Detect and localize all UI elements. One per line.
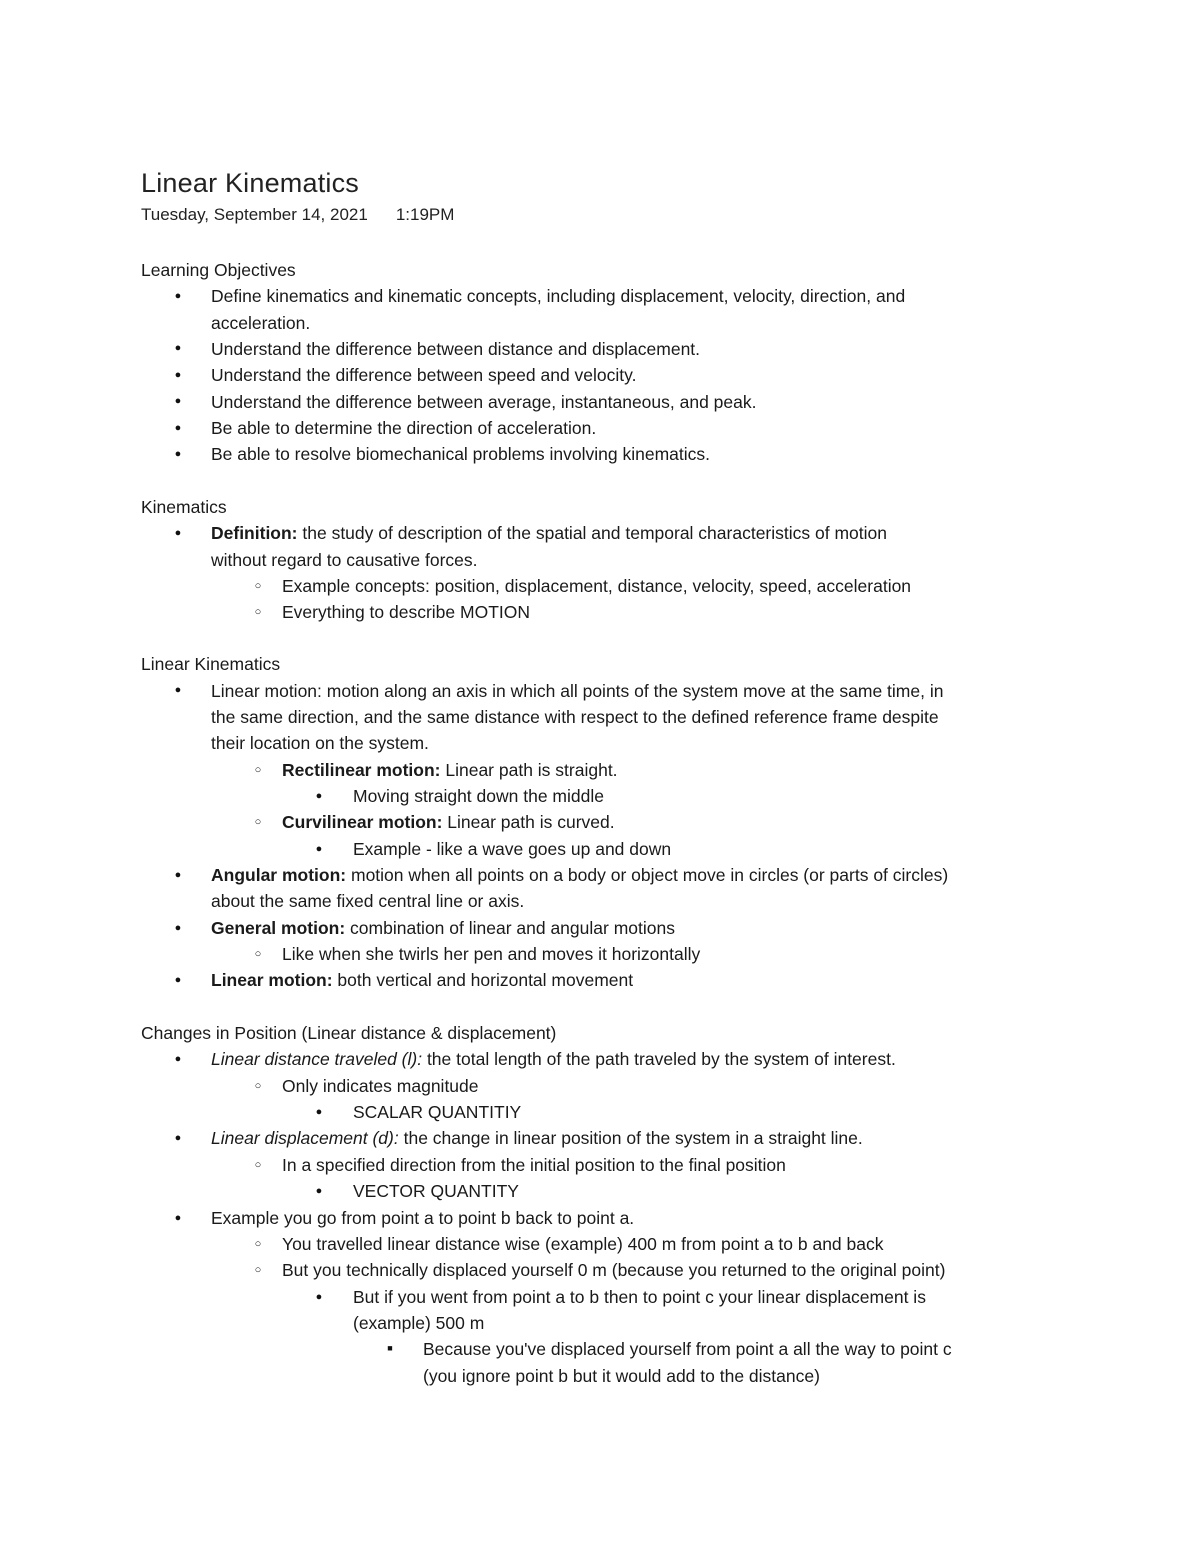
hollow-bullet-icon: ○ (254, 606, 262, 618)
linear-motion-cont: their location on the system. (211, 733, 429, 753)
hollow-bullet-icon: ○ (254, 764, 262, 776)
date: Tuesday, September 14, 2021 (141, 205, 368, 224)
definition-term: Definition: (211, 523, 298, 543)
distance-term: Linear distance traveled (l): (211, 1049, 423, 1069)
hollow-bullet-icon: ○ (254, 948, 262, 960)
bullet-icon: ● (174, 527, 182, 539)
bullet-icon: ● (315, 790, 323, 802)
angular-cont: about the same fixed central line or axis. (211, 891, 525, 911)
definition-item (211, 522, 887, 544)
curvilinear-text: Linear path is curved. (442, 812, 615, 832)
bullet-icon: ● (315, 1106, 323, 1118)
bullet-icon: ● (174, 922, 182, 934)
example-sub4: Because you've displaced yourself from point a all the way to point c (423, 1339, 952, 1359)
sub-item: Everything to describe MOTION (282, 602, 530, 622)
general-term: General motion: (211, 918, 346, 938)
curvilinear-sub: Example - like a wave goes up and down (353, 839, 672, 859)
square-bullet-icon: ■ (387, 1343, 393, 1353)
linear-text: both vertical and horizontal movement (332, 970, 634, 990)
curvilinear-item (282, 811, 615, 833)
bullet-icon: ● (174, 395, 182, 407)
bullet-icon: ● (174, 1053, 182, 1065)
bullet-icon: ● (174, 684, 182, 696)
objective-item: Understand the difference between speed and velocity. (211, 365, 637, 385)
angular-term: Angular motion: (211, 865, 347, 885)
example-sub4-cont: (you ignore point b but it would add to the distance) (423, 1366, 820, 1386)
date-time (141, 205, 454, 225)
bullet-icon: ● (174, 342, 182, 354)
definition-cont: without regard to causative forces. (211, 550, 478, 570)
bullet-icon: ● (315, 1185, 323, 1197)
linear-motion-item-2 (211, 969, 633, 991)
linear-term: Linear motion: (211, 970, 333, 990)
general-item (211, 917, 675, 939)
general-text: combination of linear and angular motions (345, 918, 675, 938)
hollow-bullet-icon: ○ (254, 1238, 262, 1250)
bullet-icon: ● (174, 974, 182, 986)
bullet-icon: ● (174, 869, 182, 881)
general-sub: Like when she twirls her pen and moves it horizontally (282, 944, 701, 964)
linear-motion-cont: the same direction, and the same distance with respect to the defined reference frame despite (211, 707, 939, 727)
linear-motion-item: Linear motion: motion along an axis in which all points of the system move at the same time, in (211, 681, 944, 701)
example-sub: You travelled linear distance wise (example) 400 m from point a to b and back (282, 1234, 884, 1254)
time: 1:19PM (395, 205, 455, 224)
objective-item: Be able to resolve biomechanical problems involving kinematics. (211, 444, 710, 464)
bullet-icon: ● (315, 1291, 323, 1303)
displacement-term: Linear displacement (d): (211, 1128, 399, 1148)
bullet-icon: ● (174, 369, 182, 381)
objectives-heading: Learning Objectives (141, 260, 296, 280)
hollow-bullet-icon: ○ (254, 1080, 262, 1092)
sub-item: Example concepts: position, displacement, distance, velocity, speed, acceleration (282, 576, 912, 596)
page-title: Linear Kinematics (141, 168, 360, 198)
example-sub3: But if you went from point a to b then to point c your linear displacement is (353, 1287, 926, 1307)
example-item: Example you go from point a to point b back to point a. (211, 1208, 635, 1228)
bullet-icon: ● (315, 843, 323, 855)
position-heading: Changes in Position (Linear distance & displacement) (141, 1023, 557, 1043)
hollow-bullet-icon: ○ (254, 1159, 262, 1171)
definition-text: the study of description of the spatial and temporal characteristics of motion (297, 523, 887, 543)
hollow-bullet-icon: ○ (254, 816, 262, 828)
distance-item (211, 1048, 896, 1070)
rectilinear-item (282, 759, 618, 781)
displacement-item (211, 1127, 863, 1149)
displacement-sub2: VECTOR QUANTITY (353, 1181, 519, 1201)
distance-sub2: SCALAR QUANTITIY (353, 1102, 522, 1122)
hollow-bullet-icon: ○ (254, 1264, 262, 1276)
rectilinear-term: Rectilinear motion: (282, 760, 441, 780)
displacement-text: the change in linear position of the system in a straight line. (398, 1128, 863, 1148)
bullet-icon: ● (174, 448, 182, 460)
linear-heading: Linear Kinematics (141, 654, 281, 674)
objective-item: Be able to determine the direction of acceleration. (211, 418, 597, 438)
kinematics-heading: Kinematics (141, 497, 227, 517)
angular-text: motion when all points on a body or object move in circles (or parts of circles) (346, 865, 949, 885)
objective-item: Understand the difference between distance and displacement. (211, 339, 701, 359)
objective-item: Understand the difference between average, instantaneous, and peak. (211, 392, 757, 412)
bullet-icon: ● (174, 1212, 182, 1224)
hollow-bullet-icon: ○ (254, 580, 262, 592)
objective-item: Define kinematics and kinematic concepts, including displacement, velocity, direction, and (211, 286, 906, 306)
rectilinear-sub: Moving straight down the middle (353, 786, 604, 806)
bullet-icon: ● (174, 290, 182, 302)
distance-sub: Only indicates magnitude (282, 1076, 479, 1096)
angular-item (211, 864, 948, 886)
displacement-sub: In a specified direction from the initial position to the final position (282, 1155, 786, 1175)
example-sub3-cont: (example) 500 m (353, 1313, 485, 1333)
objective-item-cont: acceleration. (211, 313, 311, 333)
bullet-icon: ● (174, 1132, 182, 1144)
distance-text: the total length of the path traveled by the system of interest. (422, 1049, 896, 1069)
example-sub: But you technically displaced yourself 0 m (because you returned to the original point) (282, 1260, 946, 1280)
rectilinear-text: Linear path is straight. (440, 760, 618, 780)
curvilinear-term: Curvilinear motion: (282, 812, 443, 832)
bullet-icon: ● (174, 422, 182, 434)
